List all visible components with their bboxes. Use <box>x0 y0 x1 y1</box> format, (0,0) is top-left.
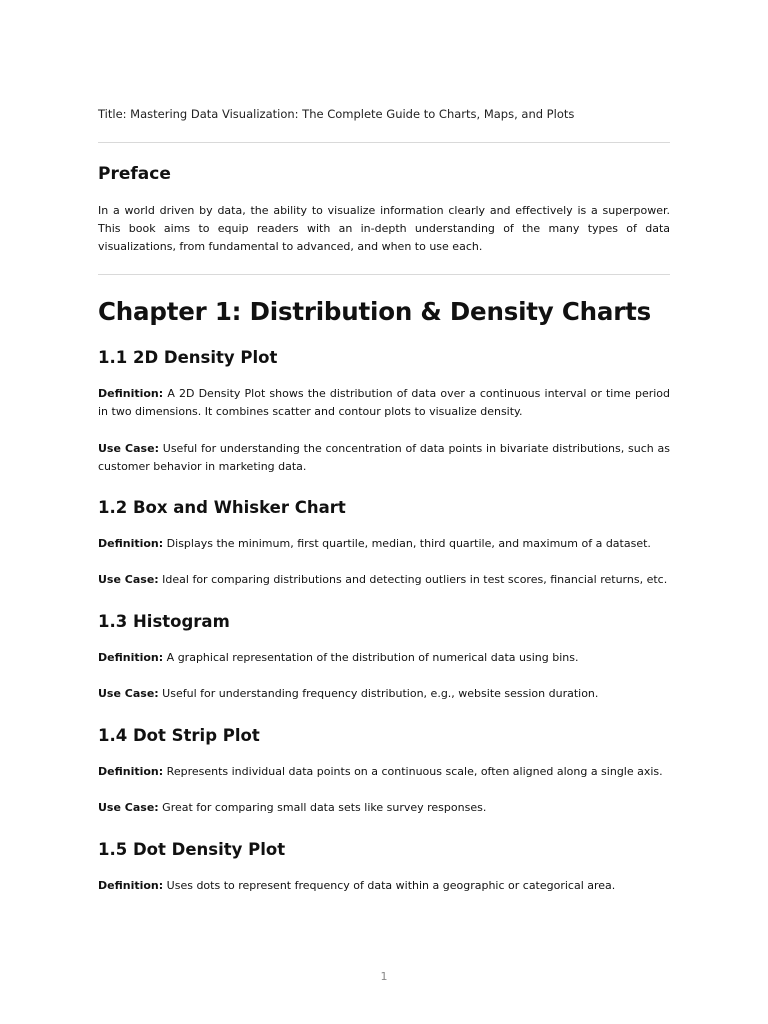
document-title: Title: Mastering Data Visualization: The Complete Guide to Charts, Maps, and Plots <box>98 107 575 121</box>
definition-paragraph <box>98 763 670 781</box>
definition-text: Uses dots to represent frequency of data within a geographic or categorical area. <box>166 879 616 892</box>
divider <box>98 274 670 275</box>
use-case-label: Use Case: <box>98 801 159 814</box>
definition-label: Definition: <box>98 651 164 664</box>
use-case-text: Great for comparing small data sets like survey responses. <box>162 801 487 814</box>
use-case-paragraph <box>98 440 670 476</box>
use-case-label: Use Case: <box>98 442 159 455</box>
page-number: 1 <box>380 970 388 983</box>
section-heading <box>98 611 670 633</box>
definition-paragraph <box>98 877 670 895</box>
section-title: 1.4 Dot Strip Plot <box>98 726 260 745</box>
chapter-title: Chapter 1: Distribution & Density Charts <box>98 297 652 326</box>
section-heading <box>98 497 670 519</box>
section-title: 1.3 Histogram <box>98 612 230 631</box>
section-heading <box>98 725 670 747</box>
use-case-text: Useful for understanding the concentration of data points in bivariate distributions, such as customer behavior in marketing data. <box>98 442 670 473</box>
definition-text: A graphical representation of the distribution of numerical data using bins. <box>166 651 579 664</box>
section-title: 1.2 Box and Whisker Chart <box>98 498 346 517</box>
section-heading <box>98 347 670 369</box>
definition-paragraph <box>98 385 670 421</box>
use-case-paragraph <box>98 799 670 817</box>
use-case-paragraph <box>98 685 670 703</box>
definition-paragraph <box>98 649 670 667</box>
definition-text: A 2D Density Plot shows the distribution of data over a continuous interval or time period in two dimensions. It combines scatter and contour plots to visualize density. <box>98 387 670 418</box>
definition-text: Displays the minimum, first quartile, median, third quartile, and maximum of a dataset. <box>166 537 651 550</box>
use-case-label: Use Case: <box>98 687 159 700</box>
preface-text: In a world driven by data, the ability to visualize information clearly and effectively is a superpower. This book aims to equip readers with an in-depth understanding of the many types of data visualizations, from fundamental to advanced, and when to use each. <box>98 204 670 253</box>
definition-paragraph <box>98 535 670 553</box>
use-case-paragraph <box>98 571 670 589</box>
definition-label: Definition: <box>98 537 164 550</box>
definition-label: Definition: <box>98 879 164 892</box>
preface-heading: Preface <box>98 164 171 184</box>
section-title: 1.5 Dot Density Plot <box>98 840 286 859</box>
divider <box>98 142 670 143</box>
definition-label: Definition: <box>98 765 164 778</box>
section-heading <box>98 839 670 861</box>
use-case-label: Use Case: <box>98 573 159 586</box>
use-case-text: Ideal for comparing distributions and detecting outliers in test scores, financial returns, etc. <box>162 573 668 586</box>
definition-label: Definition: <box>98 387 164 400</box>
use-case-text: Useful for understanding frequency distribution, e.g., website session duration. <box>162 687 599 700</box>
section-title: 1.1 2D Density Plot <box>98 348 278 367</box>
definition-text: Represents individual data points on a continuous scale, often aligned along a single axis. <box>166 765 663 778</box>
